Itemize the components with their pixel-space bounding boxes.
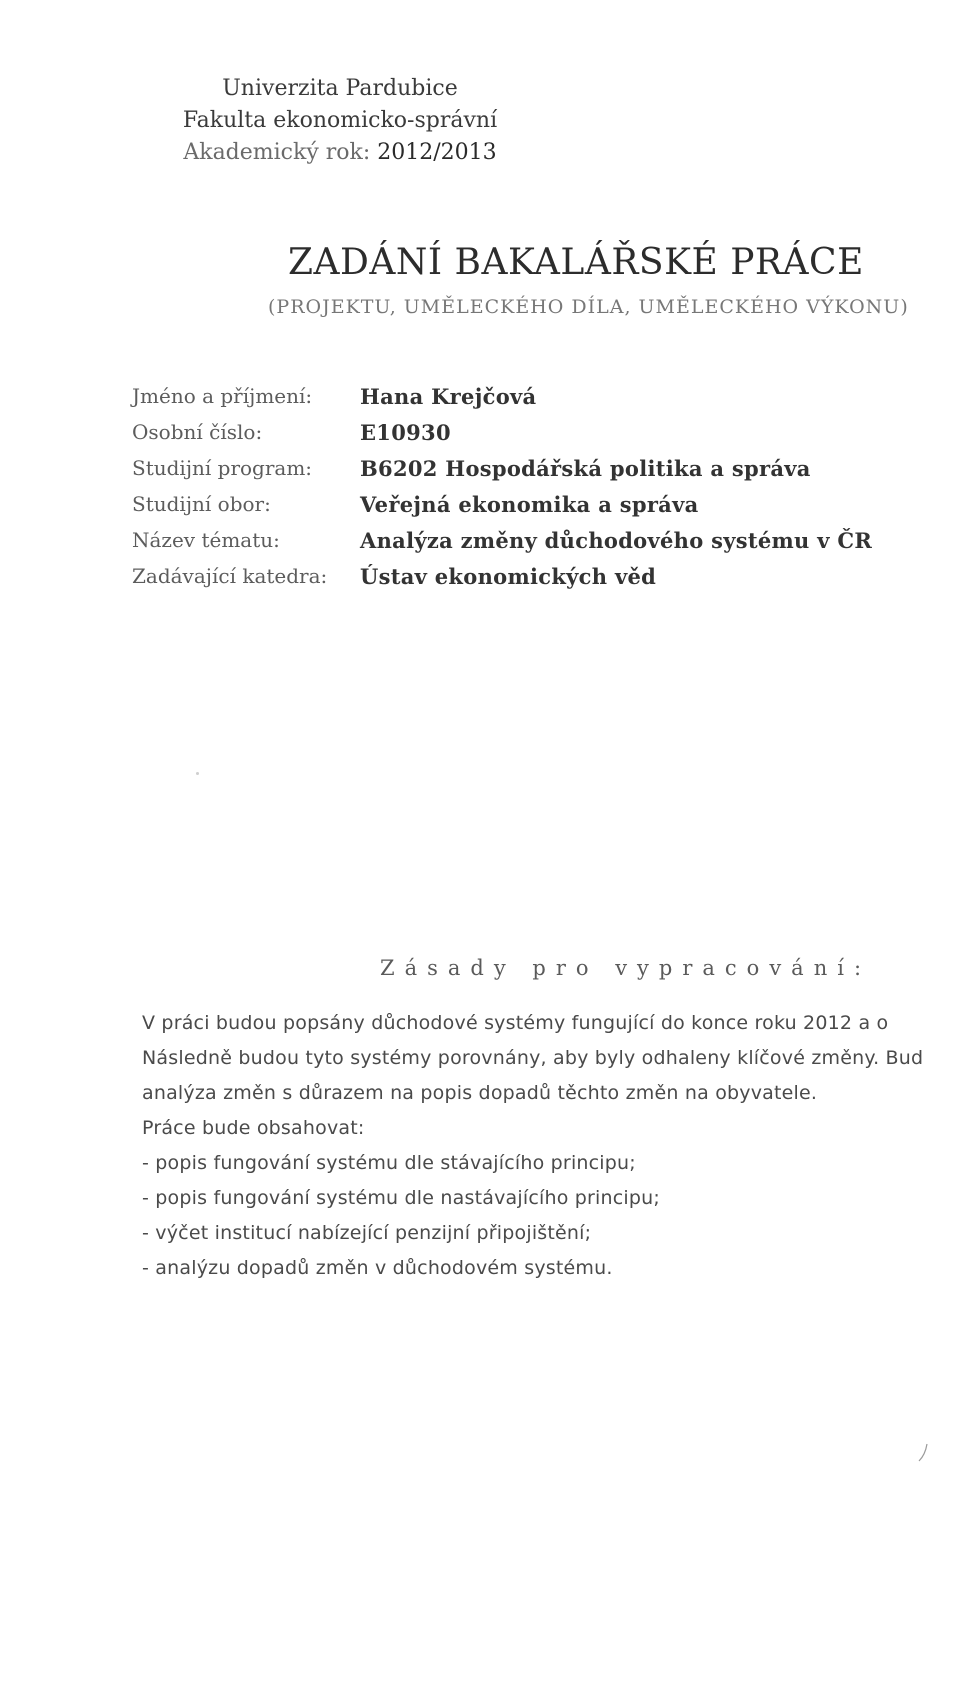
academic-year-label: Akademický rok: [183,140,371,165]
text-line: V práci budou popsány důchodové systémy fungující do konce roku 2012 a o [142,1012,889,1034]
info-label: Studijní program: [132,456,313,480]
university-name: Univerzita Pardubice [222,76,458,101]
info-label: Zadávající katedra: [132,564,328,588]
pen-mark [916,1442,930,1464]
info-value: Ústav ekonomických věd [360,564,657,589]
info-row-study-field [0,492,960,526]
academic-year-value: 2012/2013 [377,140,497,165]
info-value: Hana Krejčová [360,384,537,409]
info-label: Jméno a příjmení: [132,384,313,408]
document-title: ZADÁNÍ BAKALÁŘSKÉ PRÁCE [288,242,864,283]
text-line: - popis fungování systému dle stávajícího principu; [142,1152,636,1174]
guidelines-heading: Zásady pro vypracování: [380,956,872,980]
info-row-department [0,564,960,598]
info-label: Osobní číslo: [132,420,263,444]
academic-year [0,140,680,165]
info-label: Studijní obor: [132,492,271,516]
info-row-topic [0,528,960,562]
document-subtitle: (PROJEKTU, UMĚLECKÉHO DÍLA, UMĚLECKÉHO VÝKONU) [268,296,909,318]
text-line: Práce bude obsahovat: [142,1117,365,1139]
info-row-name [0,384,960,418]
info-row-study-program [0,456,960,490]
scan-speck [196,772,199,775]
info-value: Analýza změny důchodového systému v ČR [360,528,873,553]
info-row-personal-number [0,420,960,454]
text-line: - analýzu dopadů změn v důchodovém systému. [142,1257,613,1279]
info-value: Veřejná ekonomika a správa [360,492,699,517]
guidelines-text [142,1006,960,1286]
info-label: Název tématu: [132,528,280,552]
faculty-name: Fakulta ekonomicko-správní [182,108,498,133]
text-line: Následně budou tyto systémy porovnány, aby byly odhaleny klíčové změny. Bud [142,1047,924,1069]
text-line: - výčet institucí nabízející penzijní připojištění; [142,1222,592,1244]
info-value: E10930 [360,420,451,445]
text-line: - popis fungování systému dle nastávajícího principu; [142,1187,660,1209]
text-line: analýza změn s důrazem na popis dopadů těchto změn na obyvatele. [142,1082,818,1104]
info-value: B6202 Hospodářská politika a správa [360,456,811,481]
